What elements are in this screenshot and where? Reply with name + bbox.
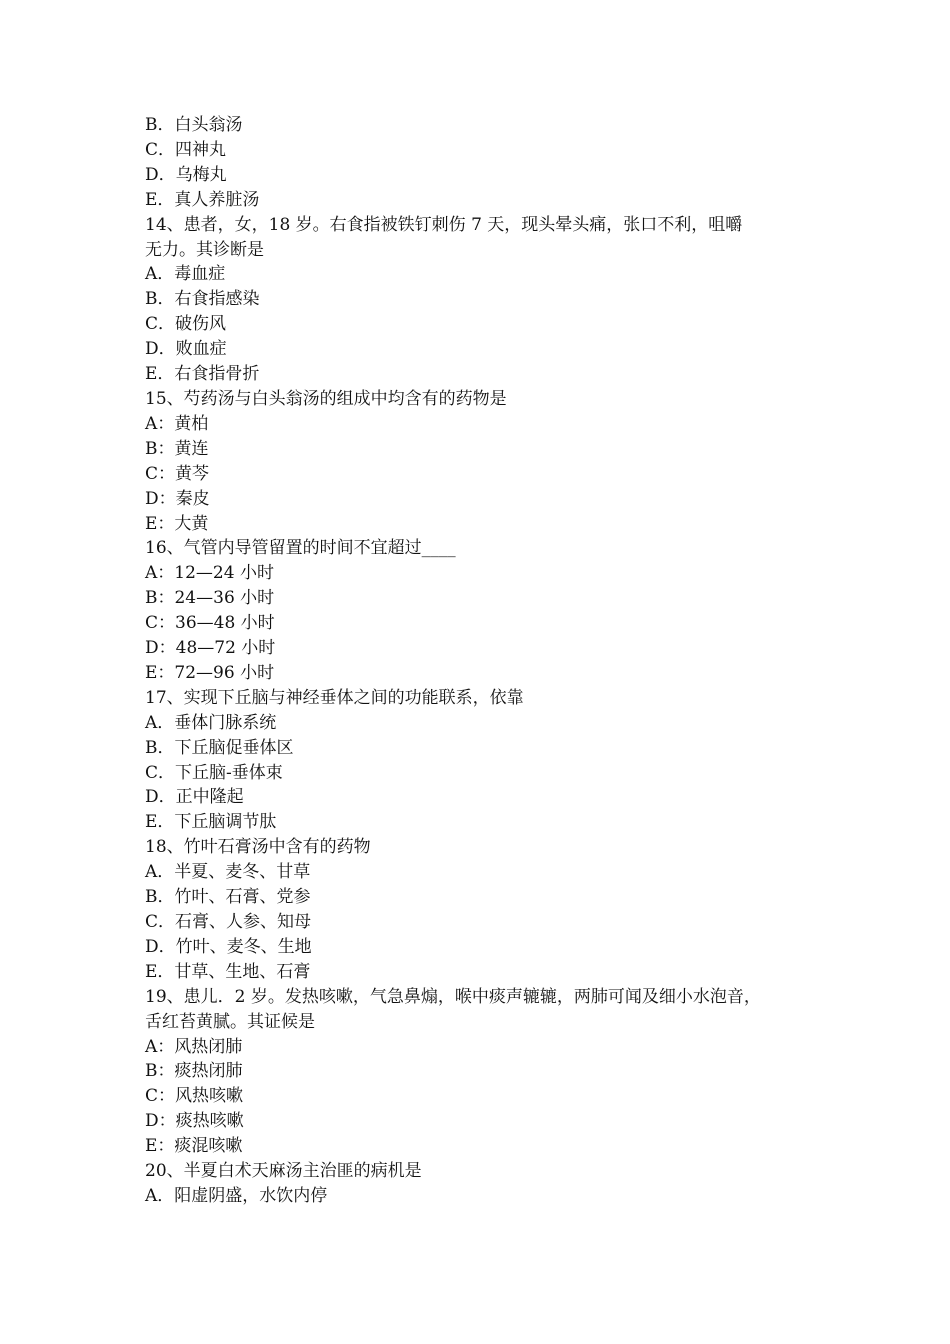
question-17: 17、实现下丘脑与神经垂体之间的功能联系，依靠 — [145, 687, 524, 708]
option-line: E．下丘脑调节肽 — [145, 812, 277, 833]
option-line: C．破伤风 — [145, 314, 227, 335]
option-line: E．真人养脏汤 — [145, 189, 260, 210]
question-15: 15、芍药汤与白头翁汤的组成中均含有的药物是 — [145, 388, 507, 409]
option-line: C．四神丸 — [145, 139, 227, 160]
option-line: C．下丘脑-垂体束 — [145, 762, 283, 783]
option-line: D：秦皮 — [145, 488, 210, 509]
option-line: A．垂体门脉系统 — [145, 712, 277, 733]
option-line: B．右食指感染 — [145, 289, 260, 310]
question-14-line-2: 无力。其诊断是 — [145, 239, 264, 260]
option-line: E：72—96 小时 — [145, 662, 275, 683]
option-line: E：痰混咳嗽 — [145, 1136, 243, 1157]
question-14-line-1: 14、患者，女，18 岁。右食指被铁钉刺伤 7 天，现头晕头痛，张口不利，咀嚼 — [145, 214, 743, 235]
option-line: A：12—24 小时 — [145, 563, 274, 584]
option-line: D．正中隆起 — [145, 787, 244, 808]
option-line: E．甘草、生地、石膏 — [145, 961, 311, 982]
option-line: B：24—36 小时 — [145, 588, 275, 609]
option-line: B．竹叶、石膏、党参 — [145, 887, 311, 908]
document-page — [145, 113, 825, 1209]
option-line: A：风热闭肺 — [145, 1036, 243, 1057]
question-16: 16、气管内导管留置的时间不宜超过____ — [145, 538, 456, 559]
option-line: B：黄连 — [145, 438, 209, 459]
question-19-line-1: 19、患儿．2 岁。发热咳嗽，气急鼻煽，喉中痰声辘辘，两肺可闻及细小水泡音， — [145, 986, 761, 1007]
option-line: C：36—48 小时 — [145, 613, 275, 634]
question-18: 18、竹叶石膏汤中含有的药物 — [145, 837, 371, 858]
question-20: 20、半夏白术天麻汤主治匪的病机是 — [145, 1161, 422, 1182]
option-line: B：痰热闭肺 — [145, 1061, 243, 1082]
question-19-line-2: 舌红苔黄腻。其证候是 — [145, 1011, 315, 1032]
option-line: C：黄芩 — [145, 463, 210, 484]
option-line: B．白头翁汤 — [145, 115, 243, 135]
option-line: D：痰热咳嗽 — [145, 1111, 244, 1132]
option-line: A：黄柏 — [145, 413, 209, 434]
option-line: E：大黄 — [145, 513, 209, 534]
option-line: B．下丘脑促垂体区 — [145, 737, 294, 758]
option-line: C：风热咳嗽 — [145, 1086, 244, 1107]
option-line: D．竹叶、麦冬、生地 — [145, 936, 312, 957]
option-line: A．阳虚阴盛，水饮内停 — [145, 1185, 328, 1206]
option-line: A．毒血症 — [145, 264, 226, 285]
option-line: D．乌梅丸 — [145, 164, 227, 185]
option-line: C．石膏、人参、知母 — [145, 912, 312, 932]
option-line: D．败血症 — [145, 339, 227, 360]
option-line: A．半夏、麦冬、甘草 — [145, 862, 311, 883]
option-line: D：48—72 小时 — [145, 638, 276, 659]
option-line: E．右食指骨折 — [145, 364, 260, 385]
